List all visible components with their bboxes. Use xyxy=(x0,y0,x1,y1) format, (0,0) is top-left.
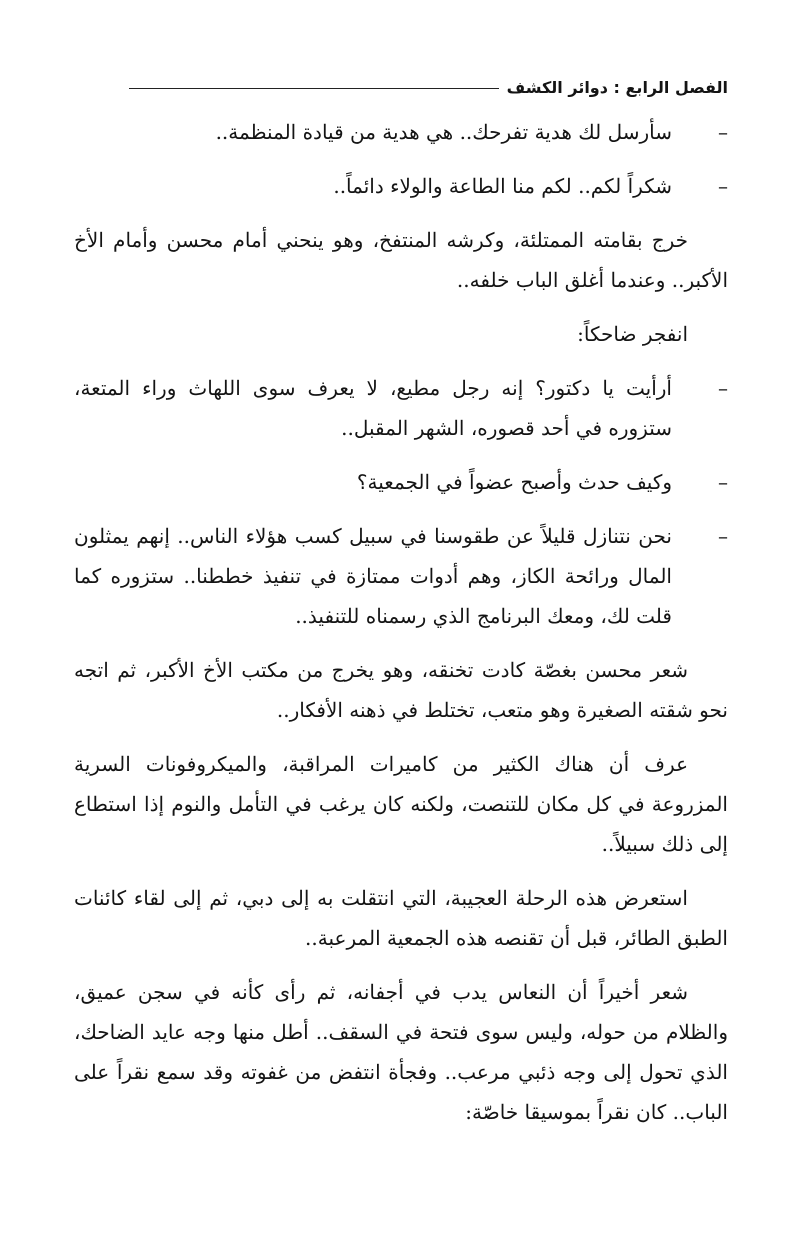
narration-paragraph: استعرض هذه الرحلة العجيبة، التي انتقلت به إلى دبي، ثم إلى لقاء كائنات الطبق الطائر، قبل أن تقنصه هذه الجمعية المرعبة.. xyxy=(74,886,728,950)
dialogue-text: شكراً لكم.. لكم منا الطاعة والولاء دائماً.. xyxy=(333,174,672,198)
dialogue-text: أرأيت يا دكتور؟ إنه رجل مطيع، لا يعرف سوى اللهاث وراء المتعة، ستزوره في أحد قصوره، الشهر المقبل.. xyxy=(74,376,672,440)
dialogue-dash: – xyxy=(718,470,728,494)
dialogue-line xyxy=(74,368,728,448)
narration-paragraph: خرج بقامته الممتلئة، وكرشه المنتفخ، وهو ينحني أمام محسن وأمام الأخ الأكبر.. وعندما أغلق الباب خلفه.. xyxy=(74,228,728,292)
dialogue-line xyxy=(74,112,728,152)
dialogue-text: نحن نتنازل قليلاً عن طقوسنا في سبيل كسب هؤلاء الناس.. إنهم يمثلون المال ورائحة الكاز، وهم أدوات ممتازة في تنفيذ خططنا.. ستزوره كما قلت لك، ومعك البرنامج الذي رسمناه للتنفيذ.. xyxy=(74,524,672,628)
dialogue-text: وكيف حدث وأصبح عضواً في الجمعية؟ xyxy=(356,470,672,494)
book-page xyxy=(74,70,728,1142)
narration-paragraph: شعر محسن بغصّة كادت تخنقه، وهو يخرج من مكتب الأخ الأكبر، ثم اتجه نحو شقته الصغيرة وهو متعب، تختلط في ذهنه الأفكار.. xyxy=(74,658,728,722)
dialogue-line xyxy=(74,166,728,206)
dialogue-line xyxy=(74,516,728,636)
running-header xyxy=(74,70,728,104)
dialogue-dash: – xyxy=(718,524,728,548)
dialogue-dash: – xyxy=(718,120,728,144)
chapter-title: الفصل الرابع : دوائر الكشف xyxy=(506,77,728,97)
narration-paragraph: انفجر ضاحكاً: xyxy=(577,322,688,346)
narration-paragraph: عرف أن هناك الكثير من كاميرات المراقبة، والميكروفونات السرية المزروعة في كل مكان للتنصت، ولكنه كان يرغب في التأمل والنوم إذا استطاع إلى ذلك سبيلاً.. xyxy=(74,752,728,856)
dialogue-text: سأرسل لك هدية تفرحك.. هي هدية من قيادة المنظمة.. xyxy=(215,120,672,144)
dialogue-line xyxy=(74,462,728,502)
header-rule xyxy=(129,88,499,89)
narration-paragraph: شعر أخيراً أن النعاس يدب في أجفانه، ثم رأى كأنه في سجن عميق، والظلام من حوله، وليس سوى فتحة في السقف.. أطل منها وجه عايد الضاحك، الذي تحول إلى وجه ذئبي مرعب.. وفجأة انتفض من غفوته وقد سمع نقراً على الباب.. كان نقراً بموسيقا خاصّة: xyxy=(74,980,728,1124)
dialogue-dash: – xyxy=(718,376,728,400)
dialogue-dash: – xyxy=(718,174,728,198)
